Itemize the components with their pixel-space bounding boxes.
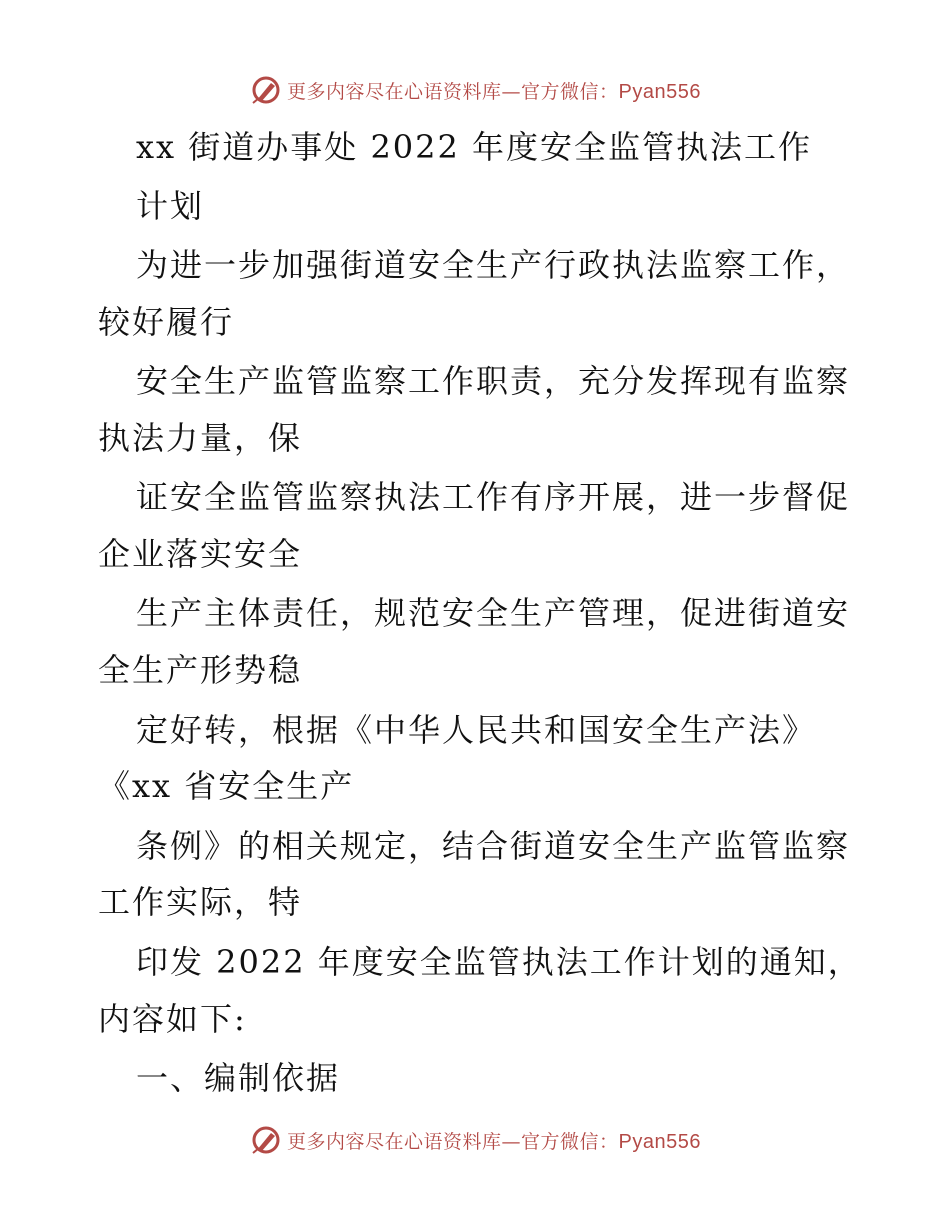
body-line: 企业落实安全 xyxy=(98,535,303,573)
body-line: 印发 2022 年度安全监管执法工作计划的通知， xyxy=(136,943,862,981)
title-line-1: xx 街道办事处 2022 年度安全监管执法工作 xyxy=(136,128,813,166)
body-line: 生产主体责任，规范安全生产管理，促进街道安 xyxy=(136,594,851,632)
watermark-text: 更多内容尽在心语资料库—官方微信：Pyan556 xyxy=(287,1130,701,1153)
title-line-2: 计划 xyxy=(136,187,205,225)
watermark-banner-bottom xyxy=(0,1120,950,1160)
body-line: 工作实际，特 xyxy=(98,883,303,921)
section-heading: 一、编制依据 xyxy=(136,1059,341,1097)
pen-logo-icon xyxy=(249,1123,283,1157)
body-line: 内容如下: xyxy=(98,1000,247,1038)
pen-logo-icon xyxy=(249,73,283,107)
watermark-banner-top xyxy=(0,70,950,110)
body-line: 较好履行 xyxy=(98,303,235,341)
body-line: 安全生产监管监察工作职责，充分发挥现有监察 xyxy=(136,362,851,400)
body-line: 为进一步加强街道安全生产行政执法监察工作， xyxy=(136,246,851,284)
body-line: 定好转，根据《中华人民共和国安全生产法》 xyxy=(136,711,817,749)
body-line: 证安全监管监察执法工作有序开展，进一步督促 xyxy=(136,478,851,516)
body-line: 全生产形势稳 xyxy=(98,651,303,689)
body-line: 条例》的相关规定，结合街道安全生产监管监察 xyxy=(136,827,851,865)
watermark-text: 更多内容尽在心语资料库—官方微信：Pyan556 xyxy=(287,80,701,103)
body-line: 执法力量，保 xyxy=(98,419,303,457)
body-line: 《xx 省安全生产 xyxy=(98,767,355,805)
